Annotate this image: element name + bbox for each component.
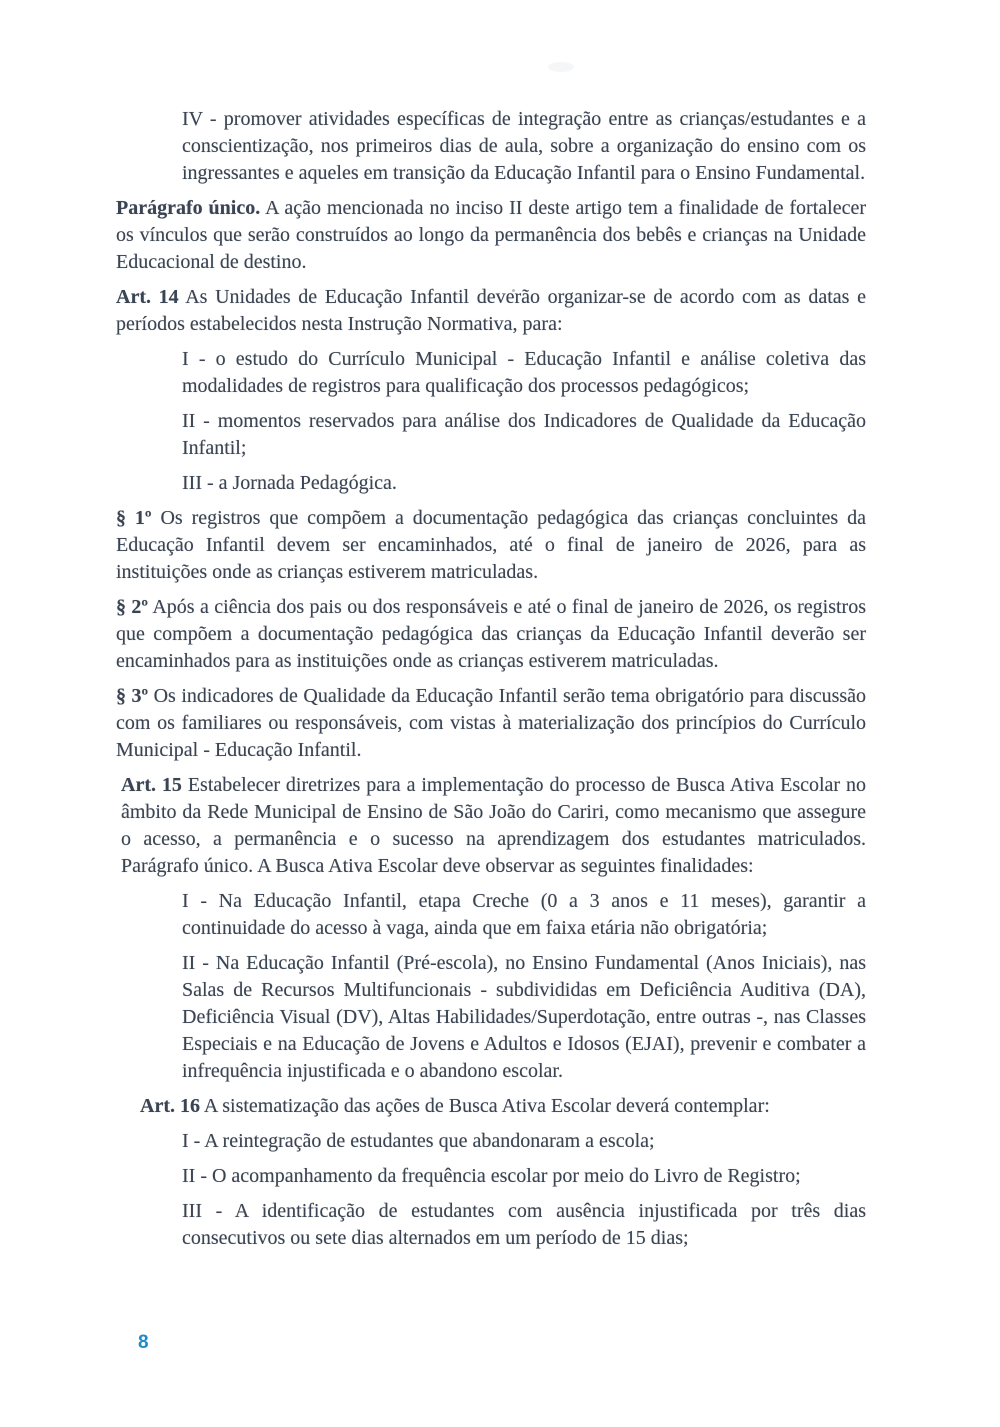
art15-item-ii-text: II - Na Educação Infantil (Pré-escola), no Ensino Fundamental (Anos Iniciais), nas Salas de Recursos Multifuncionais - subdivididas em Deficiência Auditiva (DA), Deficiência Visual (DV), Altas Habilidades/Superdotação, entre outras -, nas Classes Especiais e na Educação de Jovens e Adultos e Idosos (EJAI), prevenir e combater a infrequência injustificada e o abandono escolar. [182, 952, 866, 1082]
art-16-text: A sistematização das ações de Busca Ativa Escolar deverá contemplar: [203, 1095, 770, 1117]
scan-artifact [548, 62, 574, 72]
paragraph-2-lead: § 2º [116, 596, 149, 618]
paragrafo-unico [116, 195, 866, 276]
art-15-text: Estabelecer diretrizes para a implementação do processo de Busca Ativa Escolar no âmbito da Rede Municipal de Ensino de São João do Cariri, como mecanismo que assegure o acesso, a permanência e o sucesso na aprendizagem dos estudantes matriculados. Parágrafo único. A Busca Ativa Escolar deve observar as seguintes finalidades: [121, 774, 866, 877]
art-14 [116, 284, 866, 338]
paragraph-1 [116, 505, 866, 586]
art16-item-iii-text: III - A identificação de estudantes com ausência injustificada por três dias consecutivos ou sete dias alternados em um período de 15 dias; [182, 1200, 866, 1249]
clause-iv [182, 106, 866, 187]
paragraph-2 [116, 594, 866, 675]
art-15 [121, 772, 866, 880]
paragraph-2-text: Após a ciência dos pais ou dos responsáveis e até o final de janeiro de 2026, os registros que compõem a documentação pedagógica das crianças da Educação Infantil deverão ser encaminhados para as instituições onde as crianças estiverem matriculadas. [116, 596, 867, 672]
clause-iv-text: IV - promover atividades específicas de integração entre as crianças/estudantes e a conscientização, nos primeiros dias de aula, sobre a organização do ensino com os ingressantes e aqueles em transição da Educação Infantil para o Ensino Fundamental. [182, 108, 866, 184]
art-14-lead: Art. 14 [116, 286, 179, 308]
art16-item-iii [182, 1198, 866, 1252]
page-number: 8 [138, 1332, 149, 1353]
art16-item-ii-text: II - O acompanhamento da frequência escolar por meio do Livro de Registro; [182, 1165, 801, 1187]
art-14-text: As Unidades de Educação Infantil deverão organizar-se de acordo com as datas e períodos estabelecidos nesta Instrução Normativa, para: [116, 286, 866, 335]
art14-item-i-text: I - o estudo do Currículo Municipal - Educação Infantil e análise coletiva das modalidades de registros para qualificação dos processos pedagógicos; [182, 348, 866, 397]
art14-item-i [182, 346, 866, 400]
paragraph-1-lead: § 1º [116, 507, 152, 529]
art15-item-i [182, 888, 866, 942]
paragrafo-unico-text: A ação mencionada no inciso II deste artigo tem a finalidade de fortalecer os vínculos que serão construídos ao longo da permanência dos bebês e crianças na Unidade Educacional de destino. [116, 197, 866, 273]
art15-item-i-text: I - Na Educação Infantil, etapa Creche (0 a 3 anos e 11 meses), garantir a continuidade do acesso à vaga, ainda que em faixa etária não obrigatória; [182, 890, 866, 939]
art-15-lead: Art. 15 [121, 774, 182, 796]
paragrafo-unico-lead: Parágrafo único. [116, 197, 261, 219]
paragraph-3-text: Os indicadores de Qualidade da Educação Infantil serão tema obrigatório para discussão com os familiares ou responsáveis, com vistas à materialização dos princípios do Currículo Municipal - Educação Infantil. [116, 685, 867, 761]
document-body [116, 106, 866, 1260]
art14-item-ii [182, 408, 866, 462]
art14-item-iii [182, 470, 866, 497]
art16-item-i-text: I - A reintegração de estudantes que abandonaram a escola; [182, 1130, 655, 1152]
paragraph-3-lead: § 3º [116, 685, 149, 707]
art-16 [140, 1093, 866, 1120]
art14-item-iii-text: III - a Jornada Pedagógica. [182, 472, 397, 494]
art16-item-ii [182, 1163, 866, 1190]
art-16-lead: Art. 16 [140, 1095, 200, 1117]
paragraph-3 [116, 683, 866, 764]
paragraph-1-text: Os registros que compõem a documentação pedagógica das crianças concluintes da Educação Infantil devem ser encaminhados, até o final de janeiro de 2026, para as instituições onde as crianças estiverem matriculadas. [116, 507, 866, 583]
art14-item-ii-text: II - momentos reservados para análise dos Indicadores de Qualidade da Educação Infantil; [182, 410, 866, 459]
art15-item-ii [182, 950, 866, 1085]
art16-item-i [182, 1128, 866, 1155]
